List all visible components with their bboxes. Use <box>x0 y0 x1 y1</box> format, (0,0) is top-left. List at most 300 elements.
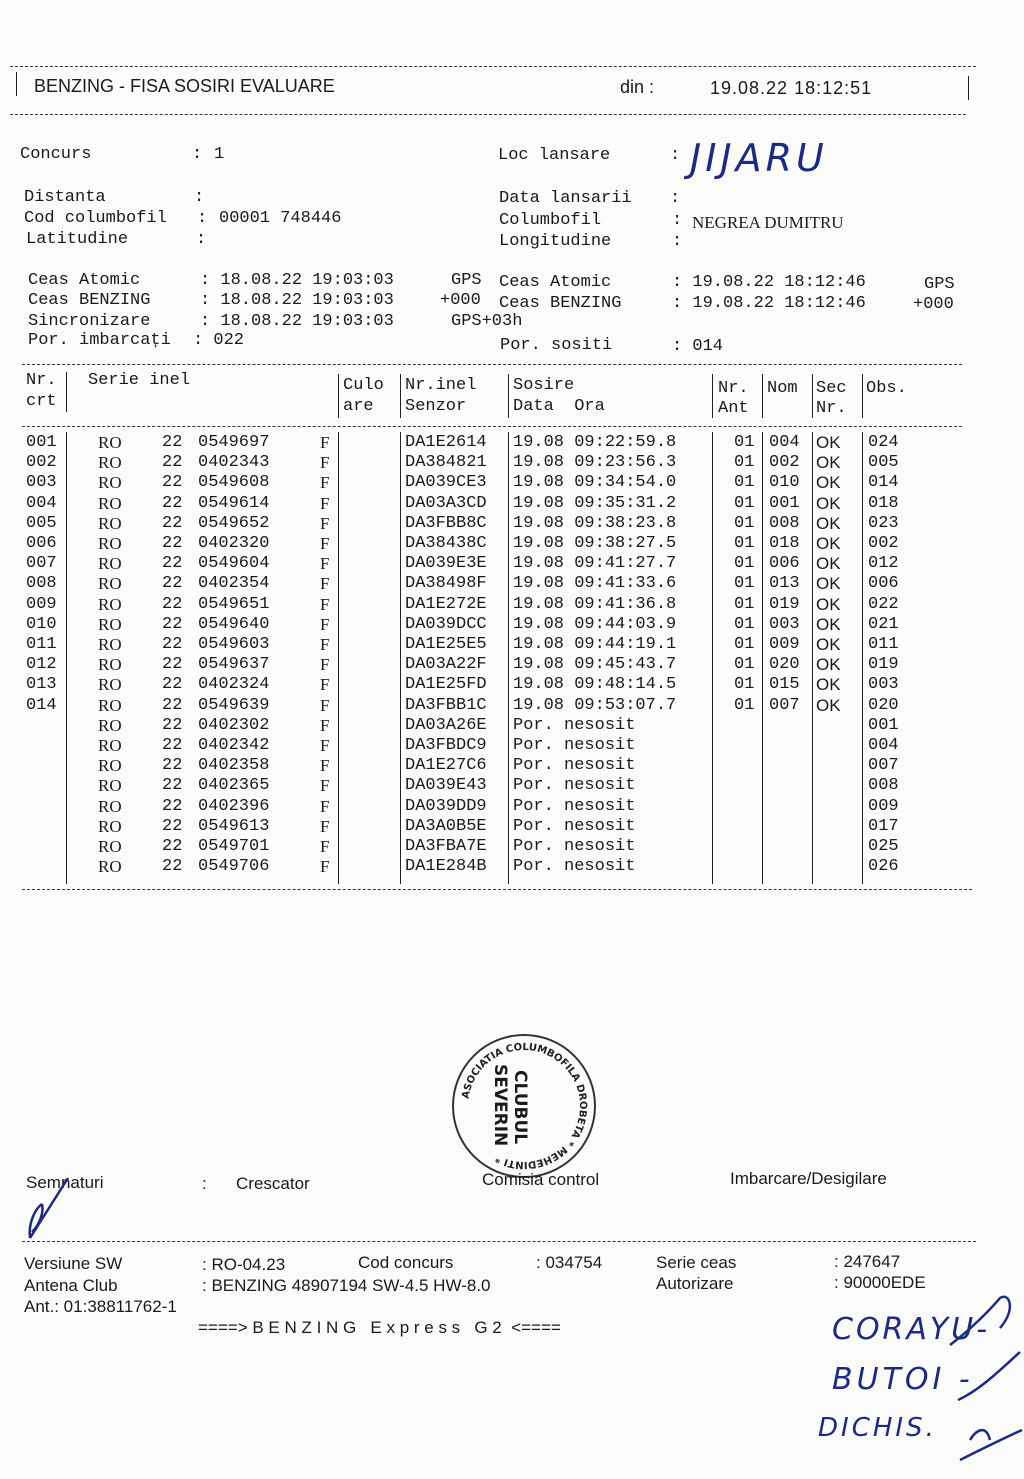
columbofil-name: NEGREA DUMITRU <box>692 213 844 232</box>
cell-arrival: 19.08 09:41:36.8 <box>513 594 677 614</box>
cell-nr-crt: 009 <box>26 594 57 614</box>
cell-arrival: 19.08 09:44:03.9 <box>513 614 677 634</box>
cell-sec: OK <box>816 695 841 715</box>
cell-antenna: 01 <box>734 453 755 473</box>
cell-country: RO <box>98 776 122 796</box>
cell-sex: F <box>320 534 330 553</box>
cell-nom: 004 <box>769 433 800 452</box>
col-header-nr-ant-1: Nr. <box>718 379 749 398</box>
data-lansarii-sep: : <box>670 189 681 208</box>
club-stamp <box>452 1034 596 1178</box>
concurs-value: 1 <box>214 145 225 164</box>
latitudine-label: Latitudine <box>26 230 129 249</box>
cell-ring-number: 0549637 <box>198 655 270 675</box>
concurs-sep: : <box>192 145 203 164</box>
cell-sensor-ring: DA1E2614 <box>405 433 487 452</box>
cell-nom: 010 <box>769 473 800 493</box>
ceas-atomic-end-value: : 19.08.22 18:12:46 <box>672 273 866 292</box>
table-row <box>0 574 1024 594</box>
col-header-data-ora: Data Ora <box>513 397 605 416</box>
cell-nom: 015 <box>769 675 800 695</box>
cell-nr-crt: 011 <box>26 635 57 654</box>
col-header-crt: crt <box>26 392 57 411</box>
cell-year: 22 <box>162 675 183 695</box>
cell-ring-number: 0549652 <box>198 513 270 533</box>
cell-antenna: 01 <box>734 554 755 574</box>
cell-nr-crt: 003 <box>26 473 57 493</box>
cell-year: 22 <box>162 574 183 594</box>
cell-obs: 026 <box>868 857 899 877</box>
cell-nr-crt: 006 <box>26 534 57 553</box>
cell-antenna: 01 <box>734 513 755 533</box>
por-imbarcati-value: : 022 <box>193 331 245 350</box>
cell-country: RO <box>98 655 122 675</box>
cell-sec: OK <box>816 473 841 493</box>
col-header-serie-inel: Serie inel <box>88 371 191 390</box>
cell-sensor-ring: DA3A0B5E <box>405 816 487 836</box>
cell-sensor-ring: DA3FBB1C <box>405 695 487 715</box>
cell-obs: 004 <box>868 736 899 755</box>
cell-sex: F <box>320 594 330 614</box>
cell-year: 22 <box>162 776 183 796</box>
autorizare-label: Autorizare <box>656 1274 734 1293</box>
ceas-benzing-start-label: Ceas BENZING <box>28 291 151 310</box>
cell-antenna: 01 <box>734 675 755 695</box>
cell-ring-number: 0402302 <box>198 715 270 735</box>
date-label: din : <box>620 77 655 97</box>
cell-ring-number: 0549603 <box>198 635 270 654</box>
cell-sec: OK <box>816 655 841 675</box>
cell-year: 22 <box>162 594 183 614</box>
col-header-senzor: Senzor <box>405 397 467 416</box>
cell-arrival: 19.08 09:53:07.7 <box>513 695 677 715</box>
loc-lansare-handwritten: JIJARU <box>690 136 828 180</box>
col-header-nom: Nom <box>767 379 798 398</box>
cell-sec: OK <box>816 614 841 634</box>
semnaturi-label: Semnaturi <box>26 1173 104 1192</box>
cell-ring-number: 0549639 <box>198 695 270 715</box>
cell-ring-number: 0402324 <box>198 675 270 695</box>
cod-concurs-label: Cod concurs <box>358 1253 454 1272</box>
cell-year: 22 <box>162 513 183 533</box>
cell-obs: 019 <box>868 655 899 675</box>
versiune-sw-value: : RO-04.23 <box>202 1255 286 1274</box>
columbofil-sep: : <box>672 211 683 230</box>
table-row <box>0 716 1024 736</box>
cell-ring-number: 0402365 <box>198 776 270 796</box>
handwritten-name-1: CORAYU- <box>832 1312 991 1347</box>
cell-year: 22 <box>162 695 183 715</box>
table-row <box>0 514 1024 534</box>
cell-nom: 003 <box>769 614 800 634</box>
cell-sensor-ring: DA38438C <box>405 534 487 553</box>
handwritten-initials <box>940 1290 1024 1470</box>
cell-country: RO <box>98 594 122 614</box>
loc-lansare-label: Loc lansare <box>498 146 611 165</box>
table-row <box>0 857 1024 877</box>
cell-nom: 020 <box>769 655 800 675</box>
cell-sensor-ring: DA3FBA7E <box>405 837 487 856</box>
cell-sensor-ring: DA1E25E5 <box>405 635 487 654</box>
cod-columbofil-sep: : <box>197 209 208 228</box>
cell-country: RO <box>98 614 122 634</box>
cell-sex: F <box>320 857 330 877</box>
antena-club-label: Antena Club <box>24 1276 118 1295</box>
cell-arrival: 19.08 09:35:31.2 <box>513 493 677 513</box>
cell-ring-number: 0549640 <box>198 614 270 634</box>
cell-sex: F <box>320 513 330 533</box>
stamp-severin: SEVERIN <box>490 1064 510 1147</box>
cell-sec: OK <box>816 594 841 614</box>
cell-antenna: 01 <box>734 695 755 715</box>
header-column-separator <box>338 374 339 418</box>
cell-country: RO <box>98 857 122 877</box>
table-row <box>0 797 1024 817</box>
cell-sex: F <box>320 655 330 675</box>
cell-year: 22 <box>162 796 183 816</box>
table-row <box>0 837 1024 857</box>
cell-nr-crt: 010 <box>26 614 57 634</box>
col-header-obs: Obs. <box>866 379 907 398</box>
table-row <box>0 453 1024 473</box>
cell-arrival: 19.08 09:41:33.6 <box>513 574 677 594</box>
cell-nom: 006 <box>769 554 800 574</box>
cell-nom: 007 <box>769 695 800 715</box>
header-bottom-rule <box>10 114 966 115</box>
cell-sensor-ring: DA039DCC <box>405 614 487 634</box>
cell-nom: 009 <box>769 635 800 654</box>
serie-ceas-label: Serie ceas <box>656 1253 737 1272</box>
cell-ring-number: 0402396 <box>198 796 270 816</box>
sincronizare-label: Sincronizare <box>28 312 151 331</box>
ceas-atomic-start-value: : 18.08.22 19:03:03 <box>200 271 394 290</box>
cell-year: 22 <box>162 736 183 755</box>
cell-arrival: 19.08 09:38:23.8 <box>513 513 677 533</box>
cell-sex: F <box>320 635 330 654</box>
table-header-rule <box>22 426 962 427</box>
cell-nr-crt: 001 <box>26 433 57 452</box>
cell-sensor-ring: DA03A3CD <box>405 493 487 513</box>
cell-nom: 001 <box>769 493 800 513</box>
cell-ring-number: 0402343 <box>198 453 270 473</box>
cell-obs: 011 <box>868 635 899 654</box>
cell-year: 22 <box>162 534 183 553</box>
ceas-benzing-end-label: Ceas BENZING <box>499 294 622 313</box>
table-row <box>0 554 1024 574</box>
cell-sensor-ring: DA1E272E <box>405 594 487 614</box>
col-header-nr-inel: Nr.inel <box>405 376 477 395</box>
table-row <box>0 433 1024 453</box>
cell-obs: 021 <box>868 614 899 634</box>
cell-nr-crt: 002 <box>26 453 57 473</box>
col-header-sec-nr: Nr. <box>816 399 847 418</box>
cell-sensor-ring: DA039CE3 <box>405 473 487 493</box>
cell-sex: F <box>320 574 330 594</box>
cell-ring-number: 0402342 <box>198 736 270 755</box>
col-header-nr: Nr. <box>26 371 57 390</box>
cell-sex: F <box>320 715 330 735</box>
sincronizare-value: : 18.08.22 19:03:03 <box>200 312 394 331</box>
header-column-separator <box>66 372 67 412</box>
data-lansarii-label: Data lansarii <box>499 189 632 208</box>
cell-sec: OK <box>816 675 841 695</box>
cell-year: 22 <box>162 715 183 735</box>
cell-sec: OK <box>816 574 841 594</box>
cell-year: 22 <box>162 756 183 776</box>
table-row <box>0 494 1024 514</box>
cell-sensor-ring: DA384821 <box>405 453 487 473</box>
cell-country: RO <box>98 554 122 574</box>
footer-top-rule <box>22 1241 976 1242</box>
distanta-sep: : <box>194 188 205 207</box>
cell-obs: 025 <box>868 837 899 856</box>
cell-arrival: 19.08 09:48:14.5 <box>513 675 677 695</box>
cell-country: RO <box>98 816 122 836</box>
cell-arrival: 19.08 09:38:27.5 <box>513 534 677 553</box>
cell-country: RO <box>98 513 122 533</box>
serie-ceas-value: : 247647 <box>834 1252 901 1271</box>
cell-sex: F <box>320 695 330 715</box>
cell-year: 22 <box>162 837 183 856</box>
cell-country: RO <box>98 675 122 695</box>
cell-sex: F <box>320 433 330 452</box>
cell-country: RO <box>98 473 122 493</box>
cell-antenna: 01 <box>734 574 755 594</box>
cell-year: 22 <box>162 635 183 654</box>
cell-ring-number: 0549608 <box>198 473 270 493</box>
cell-country: RO <box>98 837 122 856</box>
cell-sensor-ring: DA3FBDC9 <box>405 736 487 755</box>
columbofil-label: Columbofil <box>499 211 602 230</box>
header-column-separator <box>762 374 763 418</box>
cell-sex: F <box>320 493 330 513</box>
cell-antenna: 01 <box>734 534 755 553</box>
cell-arrival: Por. nesosit <box>513 857 636 877</box>
cell-sensor-ring: DA039E43 <box>405 776 487 796</box>
table-top-rule <box>22 364 962 365</box>
cell-arrival: 19.08 09:45:43.7 <box>513 655 677 675</box>
autorizare-value: : 90000EDE <box>834 1273 926 1292</box>
cell-sensor-ring: DA1E27C6 <box>405 756 487 776</box>
cell-antenna: 01 <box>734 614 755 634</box>
cell-nom: 008 <box>769 513 800 533</box>
imbarcare-desigilare-label: Imbarcare/Desigilare <box>730 1169 887 1188</box>
header-column-separator <box>508 374 509 418</box>
cell-ring-number: 0549613 <box>198 816 270 836</box>
cell-sec: OK <box>816 453 841 473</box>
cell-obs: 007 <box>868 756 899 776</box>
cell-country: RO <box>98 635 122 654</box>
table-row <box>0 595 1024 615</box>
cell-antenna: 01 <box>734 655 755 675</box>
table-row <box>0 615 1024 635</box>
table-row <box>0 534 1024 554</box>
ceas-atomic-end-suffix: GPS <box>924 275 955 294</box>
cell-year: 22 <box>162 493 183 513</box>
cell-year: 22 <box>162 857 183 877</box>
cell-year: 22 <box>162 614 183 634</box>
semnaturi-sep: : <box>202 1174 207 1193</box>
loc-lansare-sep: : <box>670 146 681 165</box>
stamp-clubul: CLUBUL <box>510 1070 530 1145</box>
cell-sensor-ring: DA03A22F <box>405 655 487 675</box>
table-row <box>0 756 1024 776</box>
cell-sex: F <box>320 816 330 836</box>
cell-arrival: Por. nesosit <box>513 816 636 836</box>
cell-nom: 013 <box>769 574 800 594</box>
cell-ring-number: 0402320 <box>198 534 270 553</box>
cell-obs: 014 <box>868 473 899 493</box>
latitudine-sep: : <box>196 230 207 249</box>
cell-obs: 017 <box>868 816 899 836</box>
cell-sensor-ring: DA03A26E <box>405 715 487 735</box>
document-title: BENZING - FISA SOSIRI EVALUARE <box>34 76 335 96</box>
cell-country: RO <box>98 493 122 513</box>
table-row <box>0 696 1024 716</box>
cell-year: 22 <box>162 433 183 452</box>
cell-sex: F <box>320 675 330 695</box>
cell-obs: 024 <box>868 433 899 452</box>
cell-nr-crt: 012 <box>26 655 57 675</box>
cell-ring-number: 0549706 <box>198 857 270 877</box>
header-column-separator <box>862 374 863 418</box>
col-header-nr-ant-2: Ant <box>718 399 749 418</box>
header-column-separator <box>812 374 813 418</box>
concurs-label: Concurs <box>20 145 92 164</box>
cell-country: RO <box>98 534 122 553</box>
cell-nr-crt: 008 <box>26 574 57 594</box>
cell-nr-crt: 007 <box>26 554 57 574</box>
cell-arrival: Por. nesosit <box>513 837 636 856</box>
cell-country: RO <box>98 433 122 452</box>
ceas-atomic-start-suffix: GPS <box>451 271 482 290</box>
antena-club-value: : BENZING 48907194 SW-4.5 HW-8.0 <box>202 1276 491 1295</box>
cell-sensor-ring: DA039DD9 <box>405 796 487 816</box>
por-sositi-value: : 014 <box>672 337 724 356</box>
table-row <box>0 776 1024 796</box>
cell-obs: 020 <box>868 695 899 715</box>
antenna-id: Ant.: 01:38811762-1 <box>24 1297 177 1316</box>
col-header-sec: Sec <box>816 379 847 398</box>
cell-ring-number: 0549614 <box>198 493 270 513</box>
ceas-benzing-start-suffix: +000 <box>440 291 481 310</box>
cell-country: RO <box>98 453 122 473</box>
cell-obs: 002 <box>868 534 899 553</box>
cell-year: 22 <box>162 655 183 675</box>
cell-obs: 005 <box>868 453 899 473</box>
longitudine-sep: : <box>672 232 683 251</box>
cell-year: 22 <box>162 453 183 473</box>
handwritten-name-3: DICHIS. <box>818 1413 937 1443</box>
cell-arrival: 19.08 09:44:19.1 <box>513 635 677 654</box>
cell-antenna: 01 <box>734 594 755 614</box>
cell-nr-crt: 004 <box>26 493 57 513</box>
cell-country: RO <box>98 736 122 755</box>
cell-country: RO <box>98 695 122 715</box>
table-row <box>0 473 1024 493</box>
cell-ring-number: 0402358 <box>198 756 270 776</box>
report-datetime: 19.08.22 18:12:51 <box>710 78 873 98</box>
cell-obs: 001 <box>868 715 899 735</box>
cod-columbofil-value: 00001 748446 <box>219 209 342 228</box>
cell-arrival: 19.08 09:41:27.7 <box>513 554 677 574</box>
header-right-border <box>968 76 969 100</box>
col-header-sosire: Sosire <box>513 376 575 395</box>
cell-nom: 019 <box>769 594 800 614</box>
cell-country: RO <box>98 715 122 735</box>
table-bottom-rule <box>22 889 972 890</box>
cell-nr-crt: 014 <box>26 695 57 715</box>
cell-sex: F <box>320 554 330 574</box>
crescator-label: Crescator <box>236 1174 310 1193</box>
cell-arrival: Por. nesosit <box>513 776 636 796</box>
cell-sec: OK <box>816 433 841 452</box>
cell-nr-crt: 013 <box>26 675 57 695</box>
cell-sex: F <box>320 453 330 473</box>
cell-sec: OK <box>816 513 841 533</box>
cod-concurs-value: : 034754 <box>536 1253 603 1272</box>
cell-sec: OK <box>816 493 841 513</box>
cell-arrival: 19.08 09:22:59.8 <box>513 433 677 452</box>
table-row <box>0 817 1024 837</box>
cell-arrival: Por. nesosit <box>513 796 636 816</box>
cell-sensor-ring: DA1E25FD <box>405 675 487 695</box>
benzing-express-brand: ====> B E N Z I N G E x p r e s s G 2 <==== <box>198 1318 561 1337</box>
por-imbarcati-label: Por. imbarcați <box>28 331 171 350</box>
stamp-outer-text: ASOCIATIA COLUMBOFILA DROBETA * MEHEDINTI * <box>460 1041 589 1171</box>
cell-nr-crt: 005 <box>26 513 57 533</box>
cell-year: 22 <box>162 554 183 574</box>
header-left-border <box>16 72 17 96</box>
header-column-separator <box>712 374 713 418</box>
cell-obs: 018 <box>868 493 899 513</box>
cell-country: RO <box>98 756 122 776</box>
distanta-label: Distanta <box>24 188 106 207</box>
table-row <box>0 635 1024 655</box>
cell-antenna: 01 <box>734 635 755 654</box>
cell-obs: 022 <box>868 594 899 614</box>
cell-sex: F <box>320 736 330 755</box>
cell-antenna: 01 <box>734 473 755 493</box>
handwritten-name-2: BUTOI - <box>832 1362 974 1397</box>
cell-nom: 002 <box>769 453 800 473</box>
cell-year: 22 <box>162 473 183 493</box>
ceas-benzing-end-suffix: +000 <box>913 295 954 314</box>
cell-ring-number: 0549697 <box>198 433 270 452</box>
cell-sec: OK <box>816 554 841 574</box>
comisia-control-label: Comisia control <box>482 1170 600 1189</box>
cell-country: RO <box>98 796 122 816</box>
crescator-signature <box>18 1176 88 1246</box>
cod-columbofil-label: Cod columbofil <box>24 209 167 228</box>
col-header-culo: Culo <box>343 376 384 395</box>
cell-arrival: Por. nesosit <box>513 756 636 776</box>
cell-obs: 003 <box>868 675 899 695</box>
cell-country: RO <box>98 574 122 594</box>
cell-obs: 008 <box>868 776 899 796</box>
cell-arrival: Por. nesosit <box>513 715 636 735</box>
sincronizare-suffix: GPS+03h <box>451 312 523 331</box>
cell-arrival: Por. nesosit <box>513 736 636 755</box>
cell-sex: F <box>320 837 330 856</box>
cell-obs: 012 <box>868 554 899 574</box>
cell-sec: OK <box>816 534 841 553</box>
header-top-rule <box>10 66 976 67</box>
cell-sensor-ring: DA039E3E <box>405 554 487 574</box>
col-header-are: are <box>343 397 374 416</box>
cell-arrival: 19.08 09:34:54.0 <box>513 473 677 493</box>
ceas-atomic-start-label: Ceas Atomic <box>28 271 141 290</box>
